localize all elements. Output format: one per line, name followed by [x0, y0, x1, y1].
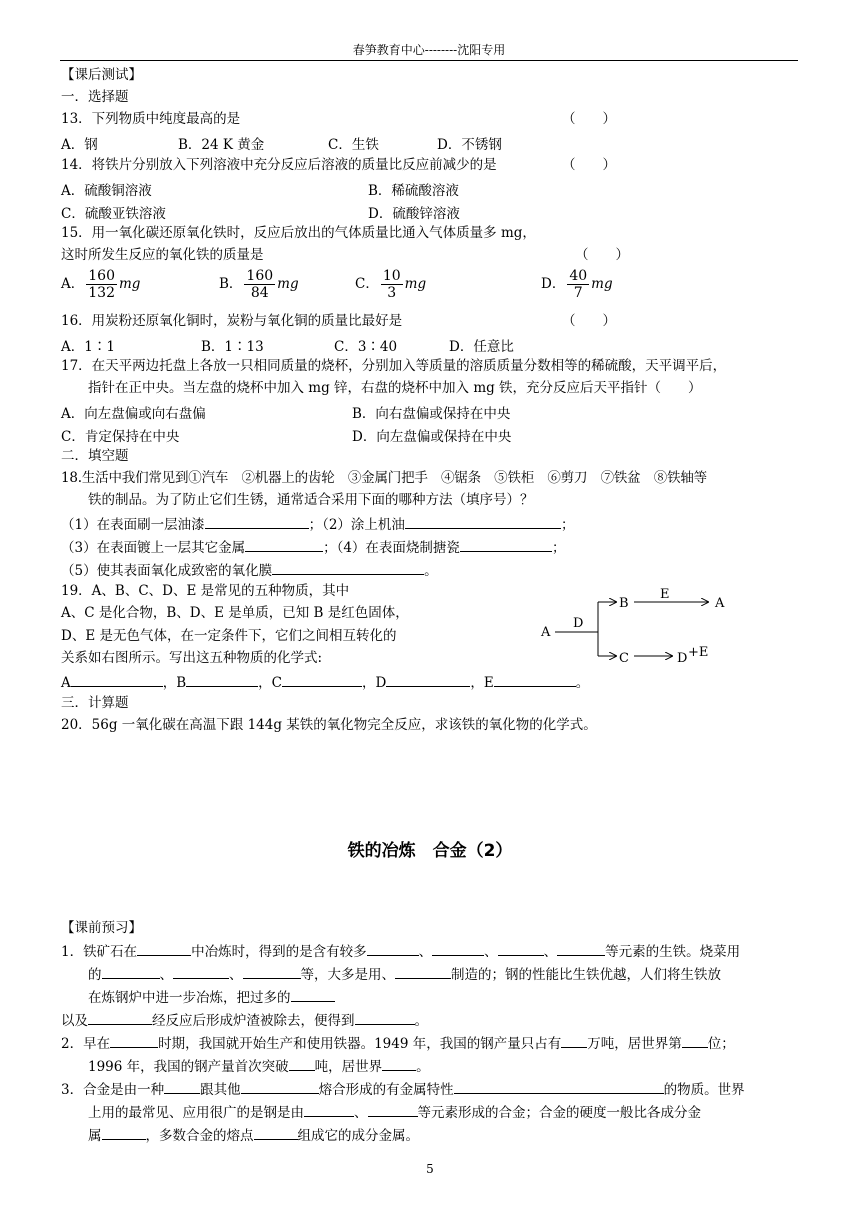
- section-choice: 一．选择题: [61, 89, 129, 105]
- p2-blank-1[interactable]: [110, 1033, 158, 1048]
- fraction-denominator: 7: [573, 285, 583, 301]
- text: 位；: [707, 1036, 735, 1052]
- fraction-denominator: 3: [387, 285, 397, 301]
- q15-text-line1: 15．用一氧化碳还原氧化铁时，反应后放出的气体质量比通入气体质量多 mg，: [61, 225, 536, 241]
- fraction-denominator: 132: [88, 285, 115, 301]
- p1-blank-3[interactable]: [432, 941, 484, 956]
- q15-option-d: [541, 268, 613, 301]
- q14-text: 14．将铁片分别放入下列溶液中充分反应后溶液的质量比反应前减少的是: [61, 157, 497, 173]
- text: 2．早在: [61, 1036, 111, 1052]
- q19-label-c: ，C: [258, 675, 283, 691]
- q15-option-d-fraction: [567, 268, 589, 301]
- q15-option-a-label: A．: [61, 276, 85, 292]
- p3-line3: [88, 1125, 419, 1145]
- q19-label-b: ，B: [162, 675, 187, 691]
- text: 、: [159, 967, 173, 983]
- text: 以及: [61, 1013, 88, 1029]
- q14-option-d: D．硫酸锌溶液: [368, 206, 460, 222]
- q19-blank-d[interactable]: [386, 672, 470, 687]
- period: 。: [424, 563, 438, 579]
- q19-blank-c[interactable]: [282, 672, 362, 687]
- text: ，多数合金的熔点: [145, 1128, 254, 1144]
- q19-text-line1: 19．A、B、C、D、E 是常见的五种物质，其中: [61, 583, 350, 599]
- text: 上用的最常见、应用很广的是钢是由: [88, 1105, 304, 1121]
- p1-blank-10[interactable]: [291, 987, 335, 1002]
- q18-blank-5[interactable]: [272, 560, 424, 575]
- period: 。: [575, 675, 590, 691]
- q15-option-c-fraction: [381, 268, 403, 301]
- text: 等元素的生铁。烧菜用: [605, 944, 741, 960]
- page-header: 春笋教育中心--------沈阳专用: [352, 43, 506, 57]
- q16-option-d: D．任意比: [449, 339, 514, 355]
- q16-option-b: B．1∶13: [201, 339, 264, 355]
- q16-text: 16．用炭粉还原氧化铜时，炭粉与氧化铜的质量比最好是: [61, 313, 403, 329]
- p1-blank-6[interactable]: [102, 964, 160, 979]
- lesson-title: 铁的冶炼 合金（2）: [347, 841, 513, 861]
- diagram-node-b: B: [619, 596, 629, 611]
- p1-line4: [61, 1010, 428, 1030]
- text: 3．合金是由一种: [61, 1082, 165, 1098]
- fraction-numerator: 40: [569, 268, 588, 284]
- section-fill: 二．填空题: [61, 448, 129, 464]
- q19-answer-line: [61, 672, 589, 692]
- q19-blank-a[interactable]: [71, 672, 163, 687]
- p2-line2: [88, 1056, 430, 1076]
- q15-option-a-fraction: [86, 268, 117, 301]
- text: 在炼钢炉中进一步冶炼，把过多的: [88, 990, 291, 1006]
- q19-blank-b[interactable]: [186, 672, 258, 687]
- page-number: 5: [426, 1162, 434, 1176]
- q14-answer-paren: （ ）: [562, 157, 616, 173]
- text: 吨，居世界: [314, 1059, 383, 1075]
- q18-text-line2: 铁的制品。为了防止它们生锈，通常适合采用下面的哪种方法（填序号）？: [88, 492, 534, 508]
- section-calc: 三．计算题: [61, 695, 129, 711]
- text: 时期，我国就开始生产和使用铁器。1949 年，我国的钢产量只占有: [158, 1036, 562, 1052]
- text: 制造的；钢的性能比生铁优越，人们将生铁放: [451, 967, 721, 983]
- q19-blank-e[interactable]: [494, 672, 576, 687]
- text: 1996 年，我国的钢产量首次突破: [88, 1059, 289, 1075]
- q18-fill-line-3-4: [61, 537, 565, 557]
- p1-line2: [88, 964, 721, 984]
- text: 等，大多是用、: [300, 967, 395, 983]
- q15-option-c: [355, 268, 426, 301]
- q18-item-5: （5）使其表面氧化成致密的氧化膜: [61, 563, 273, 579]
- unit-mg: mg: [118, 276, 141, 292]
- p3-blank-4[interactable]: [304, 1102, 354, 1117]
- q15-answer-paren: （ ）: [575, 247, 629, 263]
- diagram-node-a: A: [541, 625, 551, 640]
- q18-blank-3[interactable]: [245, 537, 323, 552]
- q19-text-line2: A、C 是化合物，B、D、E 是单质，已知 B 是红色固体，: [61, 605, 409, 621]
- p2-line1: [61, 1033, 735, 1053]
- text: 中冶炼时，得到的是含有较多: [191, 944, 367, 960]
- diagram-node-d: D: [677, 651, 688, 666]
- p1-blank-9[interactable]: [395, 964, 451, 979]
- text: 、: [418, 944, 433, 960]
- diagram-node-c: C: [619, 651, 629, 666]
- q17-text-line2: 指针在正中央。当左盘的烧杯中加入 mg 锌，右盘的烧杯中加入 mg 铁，充分反应后天平指针（ ）: [88, 380, 702, 396]
- q15-option-d-label: D．: [541, 276, 566, 292]
- diagram-label-plus-e: +E: [688, 645, 709, 660]
- text: 。: [414, 1013, 428, 1029]
- q14-option-c: C．硫酸亚铁溶液: [61, 206, 166, 222]
- p3-blank-6[interactable]: [102, 1125, 146, 1140]
- semicolon: ；: [551, 540, 566, 556]
- fraction-denominator: 84: [250, 285, 269, 301]
- test-heading: 【课后测试】: [61, 67, 142, 83]
- q20-text: 20．56g 一氧化碳在高温下跟 144g 某铁的氧化物完全反应，求该铁的氧化物的化学式。: [61, 717, 597, 733]
- q17-text-line1: 17．在天平两边托盘上各放一只相同质量的烧杯，分别加入等质量的溶质质量分数相等的稀硫酸，天平调平后，: [61, 358, 727, 374]
- q18-item-1: （1）在表面刷一层油漆: [61, 517, 205, 533]
- text: 万吨，居世界第: [587, 1036, 682, 1052]
- q15-text-line2: 这时所发生反应的氧化铁的质量是: [61, 247, 264, 263]
- q16-option-c: C．3∶40: [334, 339, 398, 355]
- q16-answer-paren: （ ）: [562, 313, 616, 329]
- q15-option-b-fraction: [244, 268, 275, 301]
- q13-option-d: D．不锈钢: [437, 137, 502, 153]
- text: 。: [416, 1059, 430, 1075]
- q13-text: 13．下列物质中纯度最高的是: [61, 111, 241, 127]
- q18-item-2: ；（2）涂上机油: [308, 517, 405, 533]
- fraction-numerator: 160: [246, 268, 274, 284]
- text: 、: [229, 967, 243, 983]
- q18-blank-2[interactable]: [405, 514, 561, 529]
- p1-line1: [61, 941, 740, 961]
- p3-blank-3[interactable]: [454, 1079, 664, 1094]
- text: 属: [88, 1128, 102, 1144]
- q18-fill-line-5: [61, 560, 438, 580]
- header-rule: [60, 60, 798, 61]
- q18-blank-1[interactable]: [205, 514, 309, 529]
- p1-blank-4[interactable]: [498, 941, 544, 956]
- text: 等元素形成的合金；合金的硬度一般比各成分金: [417, 1105, 701, 1121]
- q13-option-c: C．生铁: [328, 137, 379, 153]
- q19-text-line4: 关系如右图所示。写出这五种物质的化学式:: [61, 650, 323, 666]
- p2-blank-5[interactable]: [382, 1056, 416, 1071]
- q18-text-line1: 18.生活中我们常见到①汽车 ②机器上的齿轮 ③金属门把手 ④锯条 ⑤铁柜 ⑥剪刀 ⑦铁盆 ⑧铁轴等: [61, 470, 707, 486]
- q15-option-a: [61, 268, 140, 301]
- conversion-diagram: [530, 584, 750, 678]
- p3-blank-7[interactable]: [254, 1125, 298, 1140]
- p3-line2: [88, 1102, 701, 1122]
- q18-item-3: （3）在表面镀上一层其它金属: [61, 540, 246, 556]
- text: 经反应后形成炉渣被除去，便得到: [152, 1013, 355, 1029]
- p3-blank-2[interactable]: [241, 1079, 319, 1094]
- preview-heading: 【课前预习】: [61, 920, 142, 936]
- q19-label-e: ，E: [470, 675, 494, 691]
- q15-option-b-label: B．: [219, 276, 243, 292]
- p1-blank-12[interactable]: [355, 1010, 415, 1025]
- q17-option-c: C．肯定保持在中央: [61, 429, 180, 445]
- text: 跟其他: [200, 1082, 241, 1098]
- p2-blank-2[interactable]: [561, 1033, 587, 1048]
- p3-line1: [61, 1079, 745, 1099]
- text: 熔合形成的有金属特性: [318, 1082, 454, 1098]
- p3-blank-1[interactable]: [164, 1079, 200, 1094]
- text: 、: [543, 944, 558, 960]
- fraction-numerator: 10: [382, 268, 401, 284]
- unit-mg: mg: [591, 276, 613, 292]
- p1-line3: [88, 987, 335, 1007]
- q13-option-a: A．钢: [61, 137, 98, 153]
- q14-option-a: A．硫酸铜溶液: [61, 183, 152, 199]
- p2-blank-4[interactable]: [289, 1056, 315, 1071]
- p1-blank-11[interactable]: [88, 1010, 152, 1025]
- q16-option-a: A．1∶1: [61, 339, 115, 355]
- text: 的物质。世界: [663, 1082, 745, 1098]
- p1-blank-5[interactable]: [557, 941, 605, 956]
- q19-text-line3: D、E 是无色气体，在一定条件下，它们之间相互转化的: [61, 628, 397, 644]
- text: 1．铁矿石在: [61, 944, 138, 960]
- q19-label-a: A: [61, 675, 71, 691]
- q17-option-b: B．向右盘偏或保持在中央: [352, 406, 511, 422]
- text: 组成它的成分金属。: [297, 1128, 419, 1144]
- q14-option-b: B．稀硫酸溶液: [368, 183, 459, 199]
- p1-blank-2[interactable]: [367, 941, 419, 956]
- p1-blank-1[interactable]: [137, 941, 191, 956]
- q13-answer-paren: （ ）: [562, 111, 616, 127]
- text: 、: [354, 1105, 368, 1121]
- q15-option-c-label: C．: [355, 276, 379, 292]
- diagram-label-d-top: D: [573, 616, 584, 631]
- semicolon: ；: [560, 517, 575, 533]
- p2-blank-3[interactable]: [682, 1033, 708, 1048]
- q19-label-d: ，D: [362, 675, 387, 691]
- q13-option-b: B．24 K 黄金: [178, 137, 265, 153]
- q17-option-d: D．向左盘偏或保持在中央: [352, 429, 512, 445]
- fraction-numerator: 160: [88, 268, 115, 284]
- q18-item-4: ；（4）在表面烧制搪瓷: [323, 540, 460, 556]
- q18-fill-line-1-2: [61, 514, 574, 534]
- q17-option-a: A．向左盘偏或向右盘偏: [61, 406, 206, 422]
- text: 的: [88, 967, 102, 983]
- q15-option-b: [219, 268, 299, 301]
- p1-blank-8[interactable]: [243, 964, 301, 979]
- p1-blank-7[interactable]: [173, 964, 229, 979]
- q18-blank-4[interactable]: [460, 537, 552, 552]
- unit-mg: mg: [404, 276, 427, 292]
- diagram-label-e-top: E: [660, 587, 670, 602]
- unit-mg: mg: [277, 276, 299, 292]
- text: 、: [484, 944, 498, 960]
- diagram-node-a-right: A: [715, 596, 725, 611]
- p3-blank-5[interactable]: [368, 1102, 418, 1117]
